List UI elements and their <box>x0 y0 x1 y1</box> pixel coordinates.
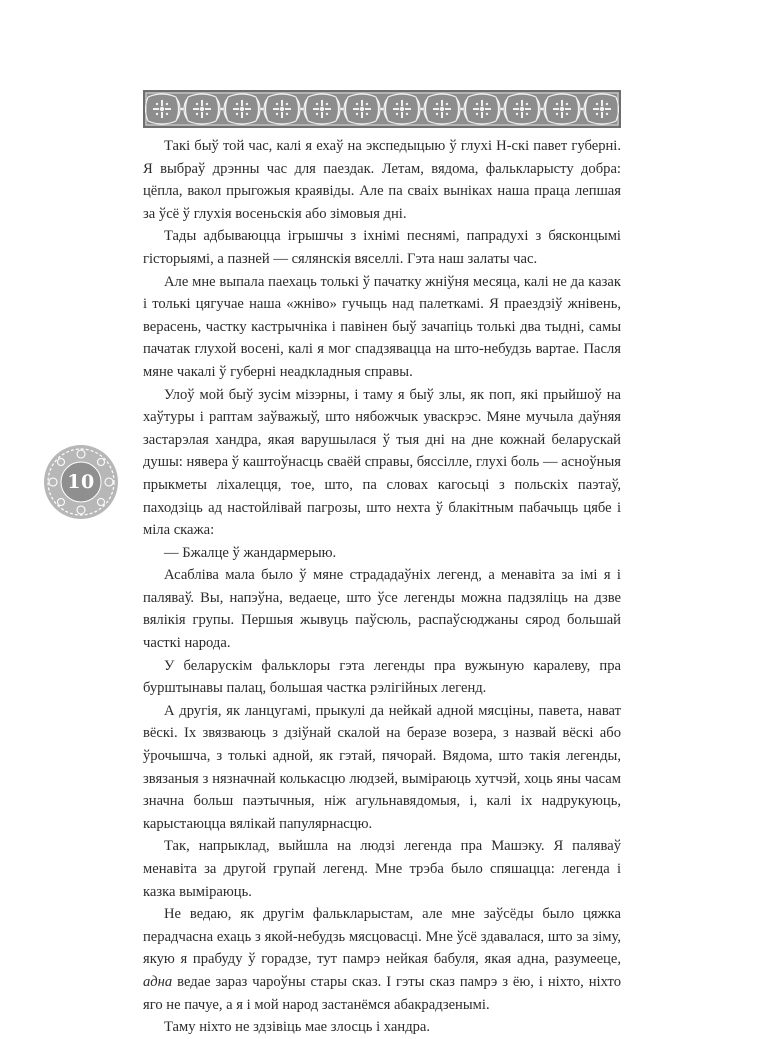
paragraph: Улоў мой быў зусім мізэрны, і таму я быў злы, як поп, які прыйшоў на хаўтуры і раптам заўважыў, што нябожчык уваскрэс. Мяне мучыла даўняя застарэлая хандра, якая варушылася ў тыя дні на дне кожнай беларускай душы: нявера ў каштоўнасць сваёй справы, бяссілле, глухі боль — асноўныя прыкметы ліхалецця, тое, што, па словах кагосьці з польскіх паэтаў, паходзіць ад настойлівай пагрозы, што нехта ў блакітным пабачыць цябе і міла скажа: <box>143 386 621 539</box>
paragraph: А другія, як ланцугамі, прыкулі да нейкай адной мясціны, павета, нават вёскі. Іх звязваюць з дзіўнай скалой на беразе возера, з назвай вёскі або ўрочышча, з толькі адной, як гэтай, пячорай. Вядома, што такія легенды, звязаныя з нязначнай колькасцю людзей, выміраюць хутчэй, хоць яны часам значна больш паэтычныя, ніж агульнавядомыя, і, калі іх надрукуюць, карыстаюцца вялікай папулярнасцю. <box>143 702 621 832</box>
paragraph: Тады адбываюцца ігрышчы з іхнімі песнямі, папрадухі з бясконцымі гісторыямі, а пазней — сялянскія вяселлі. Гэта наш залаты час. <box>143 228 621 267</box>
paragraph: Такі быў той час, калі я ехаў на экспедыцыю ў глухі Н-скі павет губерні. Я выбраў дрэнны час для паездак. Летам, вядома, фалькларысту добра: цёпла, вакол прыгожыя краявіды. Але па сваіх выніках наша праца лепшая за ўсё ў глухія восеньскія або зімовыя дні. <box>143 138 621 222</box>
body-text <box>143 135 621 1039</box>
decorative-ornament-band <box>143 90 621 128</box>
paragraph: Але мне выпала паехаць толькі ў пачатку жніўня месяца, калі не да казак і толькі цягучае наша «жніво» гучыць над палеткамі. Я праездзіў жнівень, верасень, частку кастрычніка і павінен быў зачапіць толькі два тыдні, самы пачатак глухой восені, калі я мог спадзявацца на што-небудзь вартае. Пасля мяне чакалі ў губерні неадкладныя справы. <box>143 273 621 380</box>
paragraph: Так, напрыклад, выйшла на людзі легенда пра Машэку. Я паляваў менавіта за другой групай легенд. Мне трэба было спяшацца: легенда і казка выміраюць. <box>143 838 621 900</box>
paragraph: Асабліва мала было ў мяне стрададаўніх легенд, а менавіта за імі я і паляваў. Вы, напэўна, ведаеце, што ўсе легенды можна падзяліць на дзве вялікія групы. Першыя жывуць паўсюль, распаўсюджаны сярод большай часткі народа. <box>143 567 621 652</box>
paragraph-text: Не ведаю, як другім фалькларыстам, але мне заўсёды было цяжка перадчасна ехаць з якой-небудзь мясцовасці. Мне ўсё здавалася, што за зіму, якую я прабуду ў горадзе, тут памрэ нейкая бабуля, якая адна, разумееце, <box>143 906 621 968</box>
page-number: 10 <box>67 471 95 493</box>
paragraph: Таму ніхто не здзівіць мае злосць і хандра. <box>164 1019 431 1036</box>
ornament-pattern <box>145 92 619 126</box>
emphasis-text: адна <box>143 973 173 990</box>
paragraph <box>143 903 621 1016</box>
paragraph: — Бжалце ў жандармерыю. <box>164 544 337 561</box>
page-number-badge <box>43 444 119 520</box>
paragraph: У беларускім фальклоры гэта легенды пра вужыную каралеву, пра бурштынавы палац, большая частка рэлігійных легенд. <box>143 657 621 697</box>
paragraph-text: ведае зараз чароўны стары сказ. І гэты сказ памрэ з ёю, і ніхто, ніхто яго не пачуе, а я і мой народ застанёмся абакрадзенымі. <box>143 973 621 1013</box>
